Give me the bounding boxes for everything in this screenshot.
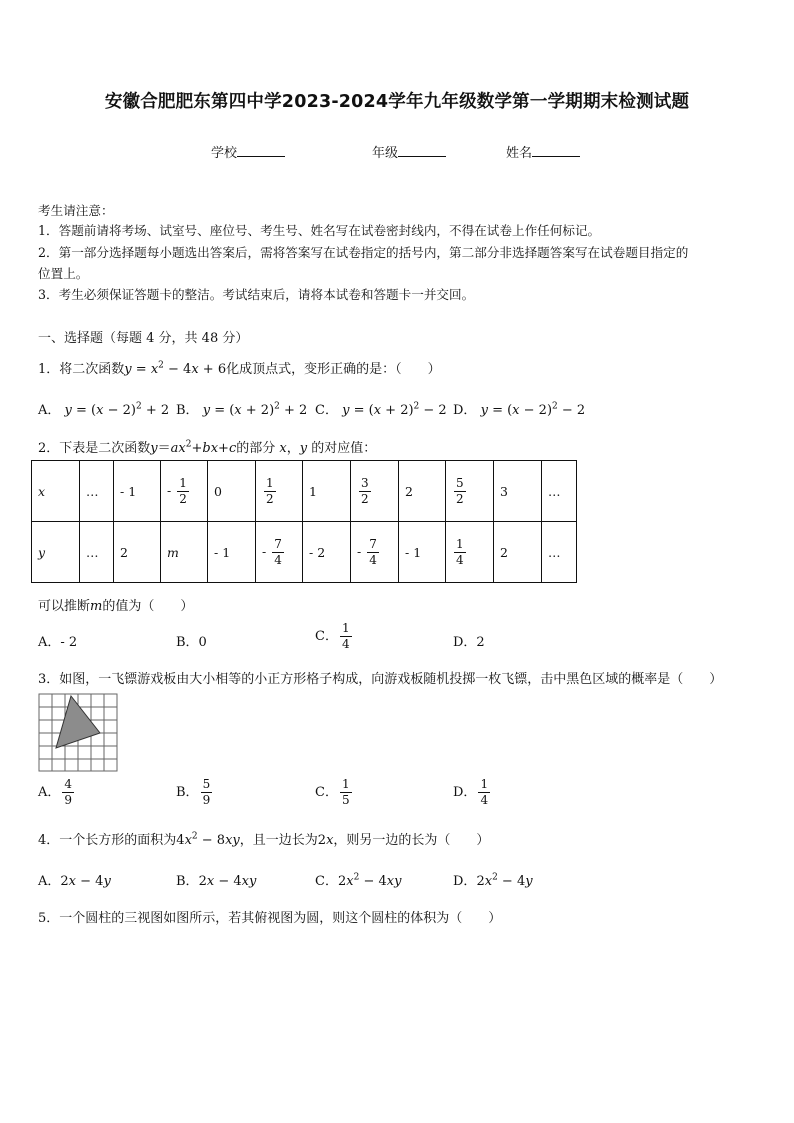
page-title: 安徽合肥肥东第四中学2023-2024学年九年级数学第一学期期末检测试题: [104, 92, 690, 112]
table-cell: - 1: [114, 461, 161, 522]
num: 5: [456, 475, 464, 490]
table-cell: …: [542, 522, 577, 583]
den: 4: [274, 552, 282, 567]
option-label: C．: [315, 403, 338, 418]
q2-option-b: B．0: [176, 635, 207, 650]
q4-option-d: D．$2x^2 - 4y$: [453, 872, 533, 889]
fraction: [177, 476, 189, 507]
table-cell: [351, 461, 399, 522]
den: 2: [456, 491, 464, 506]
q2-prefix: 2．下表是二次函数: [38, 441, 151, 456]
den: 9: [202, 793, 211, 807]
fraction: [454, 537, 466, 568]
question-2: 2．下表是二次函数$y=ax^2+bx+c$的部分 x，y 的对应值：: [38, 439, 377, 456]
num: 1: [480, 777, 489, 791]
fraction: [340, 777, 352, 808]
school-field: [211, 142, 285, 161]
num: 7: [369, 536, 377, 551]
table-row: [32, 461, 577, 522]
notice-item-2-cont: 位置上。: [38, 266, 89, 281]
table-cell: m: [161, 522, 208, 583]
option-label: C．: [315, 785, 338, 800]
option-label: B．: [176, 874, 199, 889]
option-label: A．: [38, 403, 61, 418]
option-label: D．: [453, 785, 477, 800]
fraction: [272, 537, 284, 568]
table-cell: [256, 461, 303, 522]
table-cell: 0: [208, 461, 256, 522]
num: 7: [274, 536, 282, 551]
option-label: A．: [38, 785, 61, 800]
option-label: D．: [453, 403, 477, 418]
fraction: [478, 777, 490, 808]
table-cell: - 1: [399, 522, 446, 583]
option-label: A．: [38, 874, 61, 889]
q4-suffix: ，则另一边的长为（ ）: [333, 833, 490, 848]
option-label: B．: [176, 785, 199, 800]
den: 9: [64, 793, 73, 807]
option-label: C．: [315, 629, 338, 644]
table-cell: 2: [114, 522, 161, 583]
table-cell: - 2: [303, 522, 351, 583]
num: 4: [64, 777, 73, 791]
name-field: [506, 142, 580, 161]
fraction: [62, 777, 74, 808]
q1-suffix: 化成顶点式，变形正确的是：（ ）: [226, 362, 441, 377]
num: 1: [341, 621, 350, 635]
q2-formula: $y=ax^2+bx+c$: [150, 439, 237, 456]
table-cell: …: [80, 522, 114, 583]
table-cell: [256, 522, 303, 583]
question-3: 3．如图，一飞镖游戏板由大小相等的小正方形格子构成，向游戏板随机投掷一枚飞镖，击中黑色区域的概率是（ ）: [38, 672, 723, 687]
option-label: D．: [453, 874, 477, 889]
q4-mid: ，且一边长为: [239, 833, 318, 848]
q3-option-a: [38, 777, 76, 808]
q4-area: $4x^2 - 8xy$: [176, 831, 240, 848]
fraction: [201, 777, 213, 808]
q1-formula: $y = x^2 - 4x + 6$: [124, 360, 227, 377]
fraction: [367, 537, 379, 568]
q4-option-b: B．2x − 4xy: [176, 874, 257, 889]
table-cell: [351, 522, 399, 583]
school-label: 学校: [211, 146, 238, 161]
q3-option-d: [453, 777, 492, 808]
table-cell: - 1: [208, 522, 256, 583]
notice-heading: 考生请注意：: [38, 203, 114, 218]
neg-sign: -: [357, 543, 362, 559]
section-heading: 一、选择题（每题 4 分，共 48 分）: [38, 331, 249, 346]
option-label: C．: [315, 874, 338, 889]
table-cell: [161, 461, 208, 522]
q2-suffix: 的部分: [236, 441, 276, 456]
num: 5: [202, 777, 211, 791]
num: 1: [179, 475, 187, 490]
den: 2: [179, 491, 187, 506]
notice-item-1: 1．答题前请将考场、试室号、座位号、考生号、姓名写在试卷密封线内，不得在试卷上作任何标记。: [38, 223, 601, 238]
name-label: 姓名: [506, 146, 533, 161]
q3-option-b: [176, 777, 214, 808]
notice-item-3: 3．考生必须保证答题卡的整洁。考试结束后，请将本试卷和答题卡一并交回。: [38, 287, 475, 302]
den: 5: [341, 793, 350, 807]
notice-item-2: 2．第一部分选择题每小题选出答案后，需将答案写在试卷指定的括号内，第二部分非选择题答案写在试卷题目指定的: [38, 245, 689, 260]
q4-prefix: 4．一个长方形的面积为: [38, 833, 177, 848]
fraction: [340, 621, 352, 652]
den: 2: [266, 491, 274, 506]
table-cell: 2: [399, 461, 446, 522]
table-cell: [446, 522, 494, 583]
den: 4: [341, 637, 350, 651]
dartboard-figure: [38, 693, 120, 773]
question-1: [38, 358, 441, 377]
den: 2: [361, 491, 369, 506]
q2-option-c: [315, 621, 354, 652]
table-cell: …: [80, 461, 114, 522]
table-cell: x: [32, 461, 80, 522]
q3-option-c: [315, 777, 354, 808]
table-row: [32, 522, 577, 583]
table-cell: 2: [494, 522, 542, 583]
q4-side: 2x: [317, 833, 334, 848]
neg-sign: -: [262, 543, 267, 559]
grade-label: 年级: [372, 146, 399, 161]
q4-option-a: A．2x − 4y: [38, 874, 111, 889]
q4-option-c: C．$2x^2 - 4xy$: [315, 872, 402, 889]
school-blank: [237, 144, 285, 157]
table-cell: …: [542, 461, 577, 522]
den: 4: [480, 793, 489, 807]
q1-option-c: C． $y = (x + 2)^2 - 2$: [315, 401, 447, 418]
den: 4: [369, 552, 377, 567]
name-blank: [532, 144, 580, 157]
q2-vars: x: [279, 441, 287, 456]
q2-option-d: D．2: [453, 635, 485, 650]
q2-suffix2: 的对应值：: [311, 441, 377, 456]
table-cell: y: [32, 522, 80, 583]
grade-field: [372, 142, 446, 161]
num: 1: [456, 536, 464, 551]
fraction: [359, 476, 371, 507]
table-cell: [446, 461, 494, 522]
den: 4: [456, 552, 464, 567]
num: 1: [266, 475, 274, 490]
value-table: [31, 460, 577, 583]
q2-option-a: A．- 2: [38, 635, 78, 650]
table-cell: 1: [303, 461, 351, 522]
num: 1: [341, 777, 350, 791]
question-5: 5．一个圆柱的三视图如图所示，若其俯视图为圆，则这个圆柱的体积为（ ）: [38, 911, 502, 926]
fraction: [454, 476, 466, 507]
fraction: [264, 476, 276, 507]
q2-follow-text: 可以推断: [38, 599, 91, 614]
neg-sign: -: [167, 482, 172, 498]
q1-option-d: D． $y = (x - 2)^2 - 2$: [453, 401, 586, 418]
q1-prefix: 1．将二次函数: [38, 362, 125, 377]
q2-followup: 可以推断m的值为（ ）: [38, 599, 194, 614]
table-cell: 3: [494, 461, 542, 522]
option-label: B．: [176, 403, 199, 418]
q2-follow-text2: 的值为（ ）: [102, 599, 194, 614]
q1-option-a: A． $y = (x - 2)^2 + 2$: [38, 401, 170, 418]
num: 3: [361, 475, 369, 490]
question-4: [38, 829, 489, 848]
q1-option-b: B． $y = (x + 2)^2 + 2$: [176, 401, 308, 418]
grade-blank: [398, 144, 446, 157]
